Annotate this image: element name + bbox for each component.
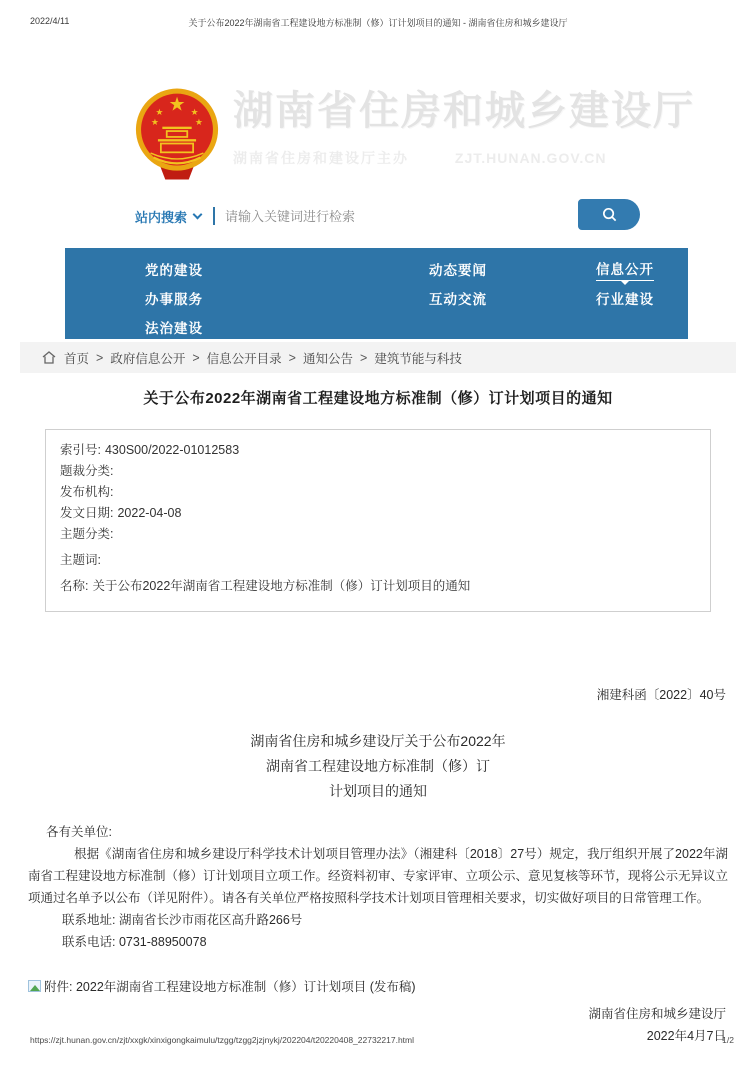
main-nav [65, 248, 688, 339]
print-page-title: 关于公布2022年湖南省工程建设地方标准制（修）订计划项目的通知 - 湖南省住房和城乡建设厅 [188, 18, 568, 28]
print-footer [0, 1035, 756, 1045]
attachment-label: 附件: [44, 980, 73, 994]
svg-text:★: ★ [151, 117, 159, 128]
breadcrumb-gov-info[interactable]: 政府信息公开 [110, 351, 186, 366]
nav-item-news[interactable]: 动态要闻 [429, 262, 487, 278]
nav-item-info-disclosure[interactable]: 信息公开 [517, 255, 688, 284]
article-title: 关于公布2022年湖南省工程建设地方标准制（修）订计划项目的通知 [143, 390, 613, 407]
attachment-image-icon [28, 980, 41, 992]
nav-item-rule-of-law[interactable]: 法治建设 [145, 320, 203, 336]
breadcrumb-separator: > [96, 350, 104, 365]
nav-item-interaction[interactable]: 互动交流 [429, 291, 487, 307]
search-scope-label: 站内搜索 [135, 209, 188, 225]
meta-index-number: 索引号: 430S00/2022-01012583 [60, 443, 240, 457]
breadcrumb-home[interactable]: 首页 [64, 351, 90, 366]
breadcrumb-notices[interactable]: 通知公告 [302, 351, 353, 366]
site-title: 湖南省住房和城乡建设厅 [233, 89, 695, 133]
search-divider [213, 207, 215, 225]
document-heading-line3: 计划项目的通知 [329, 783, 427, 799]
home-icon [42, 351, 56, 364]
search-icon [601, 206, 618, 223]
site-title-block [233, 88, 695, 168]
china-national-emblem-icon [133, 86, 221, 182]
print-url: https://zjt.hunan.gov.cn/zjt/xxgk/xinxigongkaimulu/tzgg/tzgg2jzjnykj/202204/t20220408_22732217.html [30, 1035, 415, 1045]
print-header [0, 0, 756, 30]
document-heading [0, 729, 756, 804]
breadcrumb [20, 342, 736, 373]
print-page-number: 1/2 [722, 1035, 734, 1045]
breadcrumb-separator: > [360, 350, 368, 365]
breadcrumb-separator: > [288, 350, 296, 365]
meta-issuing-agency: 发布机构: [60, 485, 114, 499]
document-heading-line1: 湖南省住房和城乡建设厅关于公布2022年 [250, 733, 506, 749]
nav-item-industry[interactable]: 行业建设 [596, 291, 654, 307]
svg-text:★: ★ [195, 117, 203, 128]
search-input[interactable] [225, 209, 475, 224]
svg-text:★: ★ [190, 106, 199, 117]
body-paragraph: 根据《湖南省住房和城乡建设厅科学技术计划项目管理办法》（湘建科〔2018〕27号）规定，我厅组织开展了2022年湖南省工程建设地方标准制（修）订计划项目立项工作。经资料初审、专家评审、立项公示、意见复核等环节，现将公示无异议立项通过名单予以公布（详见附件）。请各有关单位严格按照科学技术计划项目管理相关要求，切实做好项目的日常管理工作。 [28, 847, 729, 905]
meta-genre-category: 题裁分类: [60, 464, 114, 478]
signer-name: 湖南省住房和城乡建设厅 [588, 1007, 726, 1021]
site-domain: ZJT.HUNAN.GOV.CN [454, 150, 607, 166]
breadcrumb-energy-tech[interactable]: 建筑节能与科技 [374, 351, 462, 366]
nav-item-services[interactable]: 办事服务 [145, 291, 203, 307]
active-tab-caret-icon [621, 281, 629, 285]
breadcrumb-info-catalog[interactable]: 信息公开目录 [206, 351, 282, 366]
document-number: 湘建科函〔2022〕40号 [596, 688, 726, 702]
meta-name: 名称: 关于公布2022年湖南省工程建设地方标准制（修）订计划项目的通知 [60, 579, 471, 593]
sign-date: 2022年4月7日 [646, 1029, 726, 1043]
contact-address: 联系地址: 湖南省长沙市雨花区高升路266号 [62, 913, 303, 927]
breadcrumb-separator: > [192, 350, 200, 365]
meta-issue-date: 发文日期: 2022-04-08 [60, 506, 182, 520]
meta-keywords: 主题词: [60, 553, 101, 567]
document-body [28, 821, 728, 953]
meta-subject-category: 主题分类: [60, 527, 114, 541]
nav-item-party-building[interactable]: 党的建设 [145, 262, 203, 278]
contact-phone: 联系电话: 0731-88950078 [62, 935, 207, 949]
salutation: 各有关单位: [46, 825, 112, 839]
chevron-down-icon [193, 210, 203, 220]
attachment-row [28, 977, 756, 995]
search-bar [135, 201, 640, 231]
attachment-link[interactable]: 2022年湖南省工程建设地方标准制（修）订计划项目 (发布稿) [75, 980, 416, 994]
search-button[interactable] [578, 199, 640, 230]
search-scope-dropdown[interactable] [135, 207, 201, 226]
site-header [133, 86, 756, 183]
svg-text:★: ★ [168, 94, 186, 116]
article-meta-box [45, 429, 711, 612]
svg-text:★: ★ [155, 106, 164, 117]
print-date: 2022/4/11 [30, 16, 70, 26]
site-subtitle-row [233, 148, 695, 168]
site-subtitle: 湖南省住房和建设厅主办 [233, 150, 409, 166]
document-heading-line2: 湖南省工程建设地方标准制（修）订 [266, 758, 490, 774]
